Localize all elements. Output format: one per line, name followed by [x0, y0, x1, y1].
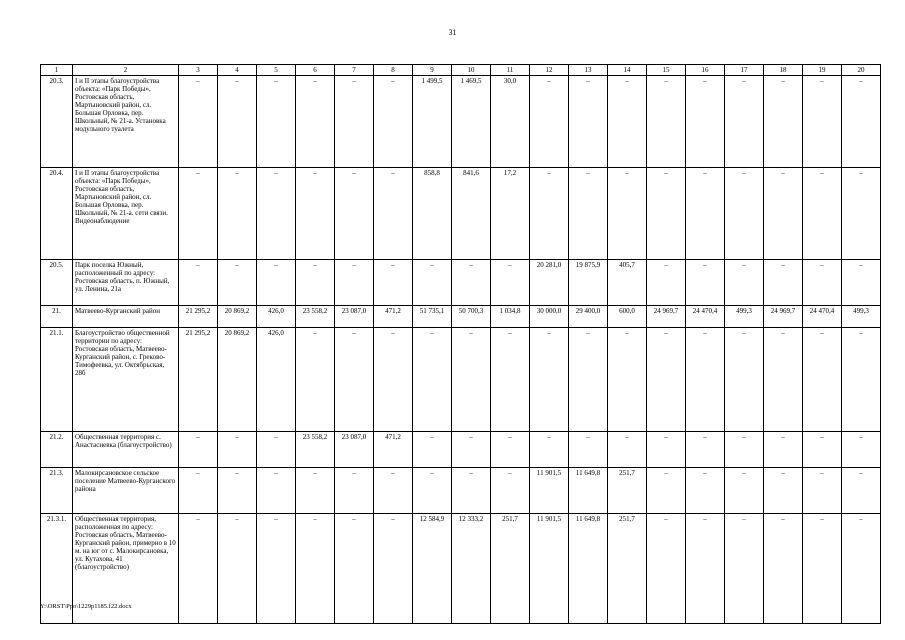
row-name: Матвеево-Курганский район: [73, 306, 179, 328]
value-cell: –: [569, 328, 608, 432]
value-cell: –: [374, 76, 413, 168]
value-cell: –: [296, 76, 335, 168]
value-cell: 20 281,0: [530, 260, 569, 306]
column-header: 11: [491, 65, 530, 76]
value-cell: –: [725, 76, 764, 168]
value-cell: –: [218, 468, 257, 514]
column-header: 8: [374, 65, 413, 76]
value-cell: –: [725, 514, 764, 624]
table-row: [41, 468, 881, 514]
value-cell: 11 649,8: [569, 468, 608, 514]
value-cell: –: [764, 432, 803, 468]
column-header: 17: [725, 65, 764, 76]
value-cell: –: [530, 168, 569, 260]
row-name: Малокирсановское сельское поселение Матвеево-Курганского района: [73, 468, 179, 514]
value-cell: 23 087,0: [335, 306, 374, 328]
value-cell: –: [569, 76, 608, 168]
column-header: 18: [764, 65, 803, 76]
row-name: I и II этапы благоустройства объекта: «Парк Победы», Ростовская область, Мартыновский район, сл. Большая Орловка, пер. Школьный, № 21-а. сети связи. Видеонаблюдение: [73, 168, 179, 260]
value-cell: –: [647, 468, 686, 514]
table-row: [41, 260, 881, 306]
value-cell: –: [842, 168, 881, 260]
value-cell: –: [608, 76, 647, 168]
value-cell: –: [842, 328, 881, 432]
table-row: [41, 76, 881, 168]
value-cell: 858,8: [413, 168, 452, 260]
value-cell: –: [803, 328, 842, 432]
value-cell: –: [452, 260, 491, 306]
value-cell: –: [764, 468, 803, 514]
header-row: [41, 65, 881, 76]
column-header: 15: [647, 65, 686, 76]
value-cell: 20 869,2: [218, 328, 257, 432]
value-cell: –: [257, 432, 296, 468]
row-name: Парк поселка Южный, расположенный по адресу: Ростовская область, п. Южный, ул. Ленина, 21а: [73, 260, 179, 306]
value-cell: –: [803, 168, 842, 260]
value-cell: –: [686, 514, 725, 624]
column-header: 12: [530, 65, 569, 76]
value-cell: –: [686, 168, 725, 260]
value-cell: –: [647, 432, 686, 468]
value-cell: –: [413, 328, 452, 432]
value-cell: –: [803, 260, 842, 306]
value-cell: –: [296, 514, 335, 624]
row-number: 20.3.: [41, 76, 73, 168]
value-cell: –: [257, 76, 296, 168]
value-cell: –: [803, 76, 842, 168]
value-cell: 17,2: [491, 168, 530, 260]
table-row: [41, 328, 881, 432]
value-cell: 1 034,8: [491, 306, 530, 328]
value-cell: –: [647, 76, 686, 168]
value-cell: 21 295,2: [179, 306, 218, 328]
value-cell: –: [647, 328, 686, 432]
value-cell: 471,2: [374, 306, 413, 328]
value-cell: 12 333,2: [452, 514, 491, 624]
value-cell: 12 584,9: [413, 514, 452, 624]
value-cell: –: [335, 260, 374, 306]
value-cell: –: [218, 168, 257, 260]
value-cell: –: [608, 168, 647, 260]
value-cell: –: [725, 432, 764, 468]
value-cell: –: [257, 168, 296, 260]
value-cell: –: [803, 514, 842, 624]
row-number: 21.1.: [41, 328, 73, 432]
value-cell: –: [764, 328, 803, 432]
column-header: 5: [257, 65, 296, 76]
value-cell: –: [296, 468, 335, 514]
value-cell: 11 649,8: [569, 514, 608, 624]
value-cell: –: [374, 468, 413, 514]
value-cell: 29 400,0: [569, 306, 608, 328]
value-cell: –: [179, 468, 218, 514]
value-cell: –: [686, 76, 725, 168]
row-number: 20.4.: [41, 168, 73, 260]
value-cell: 471,2: [374, 432, 413, 468]
value-cell: –: [803, 432, 842, 468]
value-cell: 11 901,5: [530, 514, 569, 624]
value-cell: –: [725, 168, 764, 260]
value-cell: –: [413, 432, 452, 468]
row-number: 21.3.: [41, 468, 73, 514]
table-row: [41, 168, 881, 260]
value-cell: 23 087,0: [335, 432, 374, 468]
value-cell: –: [374, 514, 413, 624]
value-cell: –: [374, 260, 413, 306]
value-cell: 24 470,4: [686, 306, 725, 328]
row-name: Общественная территория, расположенная по адресу: Ростовская область, Матвеево-Курганский район, примерно в 10 м. на юг от с. Малокирсановка, ул. Кутахова, 41 (благоустройство): [73, 514, 179, 624]
table-row: [41, 432, 881, 468]
value-cell: –: [179, 432, 218, 468]
value-cell: 24 470,4: [803, 306, 842, 328]
value-cell: –: [452, 432, 491, 468]
value-cell: –: [374, 328, 413, 432]
value-cell: –: [296, 260, 335, 306]
row-name: Общественная территория с. Анастасиевка (благоустройство): [73, 432, 179, 468]
value-cell: 51 735,1: [413, 306, 452, 328]
value-cell: –: [686, 432, 725, 468]
value-cell: –: [647, 260, 686, 306]
value-cell: –: [530, 328, 569, 432]
column-header: 19: [803, 65, 842, 76]
value-cell: –: [686, 260, 725, 306]
row-name: Благоустройство общественной территории по адресу: Ростовская область, Матвеево-Курганский район, с. Греково-Тимофеевка, ул. Октябрьская, 28б: [73, 328, 179, 432]
value-cell: –: [335, 514, 374, 624]
value-cell: 23 558,2: [296, 432, 335, 468]
value-cell: –: [491, 468, 530, 514]
value-cell: 21 295,2: [179, 328, 218, 432]
value-cell: –: [257, 514, 296, 624]
column-header: 16: [686, 65, 725, 76]
value-cell: –: [218, 432, 257, 468]
value-cell: –: [842, 260, 881, 306]
value-cell: 19 875,9: [569, 260, 608, 306]
column-header: 3: [179, 65, 218, 76]
column-header: 9: [413, 65, 452, 76]
value-cell: –: [608, 328, 647, 432]
value-cell: –: [764, 76, 803, 168]
value-cell: 841,6: [452, 168, 491, 260]
value-cell: –: [569, 432, 608, 468]
value-cell: –: [686, 468, 725, 514]
row-number: 21.2.: [41, 432, 73, 468]
value-cell: –: [179, 168, 218, 260]
value-cell: –: [530, 76, 569, 168]
value-cell: 24 969,7: [764, 306, 803, 328]
value-cell: –: [725, 328, 764, 432]
column-header: 13: [569, 65, 608, 76]
column-header: 6: [296, 65, 335, 76]
value-cell: 30 000,0: [530, 306, 569, 328]
value-cell: –: [764, 168, 803, 260]
value-cell: –: [686, 328, 725, 432]
value-cell: 30,0: [491, 76, 530, 168]
column-header: 2: [73, 65, 179, 76]
column-header: 1: [41, 65, 73, 76]
column-header: 14: [608, 65, 647, 76]
column-header: 10: [452, 65, 491, 76]
value-cell: –: [296, 168, 335, 260]
value-cell: –: [491, 260, 530, 306]
value-cell: 11 901,5: [530, 468, 569, 514]
value-cell: 426,0: [257, 328, 296, 432]
value-cell: –: [296, 328, 335, 432]
value-cell: –: [647, 168, 686, 260]
column-header: 7: [335, 65, 374, 76]
value-cell: –: [335, 468, 374, 514]
row-number: 21.3.1.: [41, 514, 73, 624]
value-cell: 23 558,2: [296, 306, 335, 328]
value-cell: –: [725, 468, 764, 514]
value-cell: –: [803, 468, 842, 514]
value-cell: 251,7: [491, 514, 530, 624]
value-cell: –: [491, 432, 530, 468]
value-cell: 251,7: [608, 468, 647, 514]
value-cell: 251,7: [608, 514, 647, 624]
file-path-footer: Y:\ORST\Ppo\1229p1185.f22.docx: [40, 603, 132, 610]
page-number: 31: [448, 28, 457, 37]
value-cell: –: [452, 468, 491, 514]
table-row: [41, 306, 881, 328]
value-cell: –: [842, 432, 881, 468]
value-cell: 426,0: [257, 306, 296, 328]
value-cell: –: [764, 514, 803, 624]
value-cell: –: [608, 432, 647, 468]
value-cell: –: [335, 76, 374, 168]
value-cell: –: [647, 514, 686, 624]
value-cell: –: [569, 168, 608, 260]
value-cell: –: [374, 168, 413, 260]
value-cell: –: [335, 168, 374, 260]
value-cell: –: [218, 514, 257, 624]
value-cell: –: [491, 328, 530, 432]
value-cell: –: [413, 260, 452, 306]
value-cell: –: [725, 260, 764, 306]
value-cell: –: [218, 260, 257, 306]
value-cell: –: [842, 514, 881, 624]
value-cell: –: [530, 432, 569, 468]
table-row: [41, 514, 881, 624]
value-cell: –: [257, 468, 296, 514]
column-header: 4: [218, 65, 257, 76]
budget-table: [40, 64, 881, 624]
column-header: 20: [842, 65, 881, 76]
row-number: 20.5.: [41, 260, 73, 306]
value-cell: –: [842, 76, 881, 168]
value-cell: 1 499,5: [413, 76, 452, 168]
value-cell: 50 700,3: [452, 306, 491, 328]
value-cell: –: [335, 328, 374, 432]
value-cell: –: [179, 514, 218, 624]
value-cell: –: [842, 468, 881, 514]
value-cell: 1 469,5: [452, 76, 491, 168]
value-cell: 20 869,2: [218, 306, 257, 328]
value-cell: –: [179, 260, 218, 306]
table-body: [41, 76, 881, 624]
value-cell: 499,3: [842, 306, 881, 328]
row-name: I и II этапы благоустройства объекта: «Парк Победы», Ростовская область, Мартыновский район, сл. Большая Орловка, пер. Школьный, № 21-а. Установка модульного туалета: [73, 76, 179, 168]
value-cell: 499,3: [725, 306, 764, 328]
value-cell: –: [179, 76, 218, 168]
value-cell: 24 969,7: [647, 306, 686, 328]
row-number: 21.: [41, 306, 73, 328]
value-cell: –: [218, 76, 257, 168]
value-cell: 600,0: [608, 306, 647, 328]
value-cell: –: [764, 260, 803, 306]
value-cell: –: [257, 260, 296, 306]
value-cell: –: [452, 328, 491, 432]
value-cell: –: [413, 468, 452, 514]
value-cell: 405,7: [608, 260, 647, 306]
